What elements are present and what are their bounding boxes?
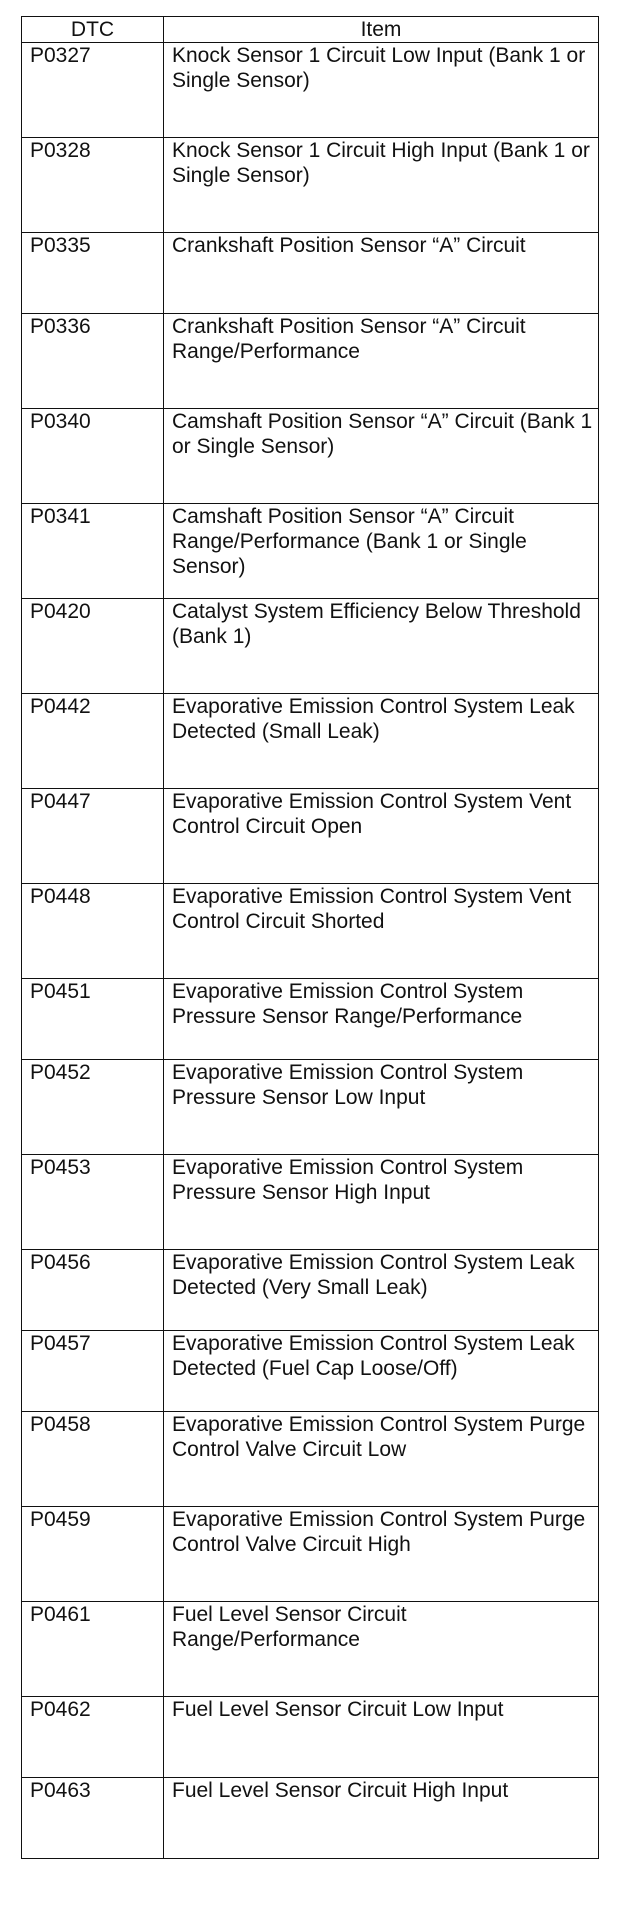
table-row	[22, 884, 599, 979]
table-row	[22, 1412, 599, 1507]
header-row	[22, 17, 599, 43]
dtc-code: P0447	[22, 789, 164, 884]
dtc-item: Knock Sensor 1 Circuit High Input (Bank 1 or Single Sensor)	[164, 138, 599, 233]
dtc-code: P0341	[22, 504, 164, 599]
dtc-code: P0335	[22, 233, 164, 314]
dtc-item: Knock Sensor 1 Circuit Low Input (Bank 1 or Single Sensor)	[164, 43, 599, 138]
dtc-item: Evaporative Emission Control System Pressure Sensor Low Input	[164, 1060, 599, 1155]
dtc-code: P0340	[22, 409, 164, 504]
dtc-item: Fuel Level Sensor Circuit Range/Performance	[164, 1602, 599, 1697]
dtc-code: P0456	[22, 1250, 164, 1331]
table-row	[22, 504, 599, 599]
table-row	[22, 1331, 599, 1412]
table-row	[22, 1507, 599, 1602]
dtc-item: Fuel Level Sensor Circuit High Input	[164, 1778, 599, 1859]
table-row	[22, 1155, 599, 1250]
table-row	[22, 233, 599, 314]
dtc-code: P0457	[22, 1331, 164, 1412]
table-row	[22, 314, 599, 409]
dtc-item: Camshaft Position Sensor “A” Circuit (Bank 1 or Single Sensor)	[164, 409, 599, 504]
dtc-item: Evaporative Emission Control System Pressure Sensor Range/Performance	[164, 979, 599, 1060]
table-row	[22, 599, 599, 694]
table-row	[22, 1250, 599, 1331]
table-row	[22, 694, 599, 789]
table-row	[22, 138, 599, 233]
dtc-code: P0459	[22, 1507, 164, 1602]
dtc-code: P0462	[22, 1697, 164, 1778]
dtc-code: P0328	[22, 138, 164, 233]
table-row	[22, 1060, 599, 1155]
table-row	[22, 409, 599, 504]
dtc-item: Evaporative Emission Control System Leak Detected (Fuel Cap Loose/Off)	[164, 1331, 599, 1412]
dtc-item: Crankshaft Position Sensor “A” Circuit Range/Performance	[164, 314, 599, 409]
dtc-code: P0453	[22, 1155, 164, 1250]
dtc-code: P0451	[22, 979, 164, 1060]
dtc-table	[21, 16, 599, 1859]
table-header	[22, 17, 599, 43]
table-row	[22, 1602, 599, 1697]
dtc-item: Evaporative Emission Control System Pressure Sensor High Input	[164, 1155, 599, 1250]
dtc-item: Evaporative Emission Control System Purge Control Valve Circuit High	[164, 1507, 599, 1602]
dtc-code: P0458	[22, 1412, 164, 1507]
table-row	[22, 1697, 599, 1778]
dtc-code: P0420	[22, 599, 164, 694]
dtc-code: P0463	[22, 1778, 164, 1859]
dtc-code: P0336	[22, 314, 164, 409]
dtc-code: P0327	[22, 43, 164, 138]
dtc-item: Evaporative Emission Control System Leak Detected (Small Leak)	[164, 694, 599, 789]
dtc-item: Evaporative Emission Control System Vent Control Circuit Shorted	[164, 884, 599, 979]
table-row	[22, 789, 599, 884]
table-body	[22, 43, 599, 1859]
header-item: Item	[164, 17, 599, 43]
dtc-code: P0461	[22, 1602, 164, 1697]
dtc-item: Crankshaft Position Sensor “A” Circuit	[164, 233, 599, 314]
dtc-code: P0452	[22, 1060, 164, 1155]
dtc-item: Camshaft Position Sensor “A” Circuit Range/Performance (Bank 1 or Single Sensor)	[164, 504, 599, 599]
table-row	[22, 1778, 599, 1859]
dtc-code: P0442	[22, 694, 164, 789]
table-row	[22, 43, 599, 138]
dtc-item: Evaporative Emission Control System Purge Control Valve Circuit Low	[164, 1412, 599, 1507]
header-dtc: DTC	[22, 17, 164, 43]
dtc-item: Evaporative Emission Control System Leak Detected (Very Small Leak)	[164, 1250, 599, 1331]
dtc-item: Fuel Level Sensor Circuit Low Input	[164, 1697, 599, 1778]
dtc-code: P0448	[22, 884, 164, 979]
dtc-item: Catalyst System Efficiency Below Threshold (Bank 1)	[164, 599, 599, 694]
table-row	[22, 979, 599, 1060]
dtc-item: Evaporative Emission Control System Vent Control Circuit Open	[164, 789, 599, 884]
